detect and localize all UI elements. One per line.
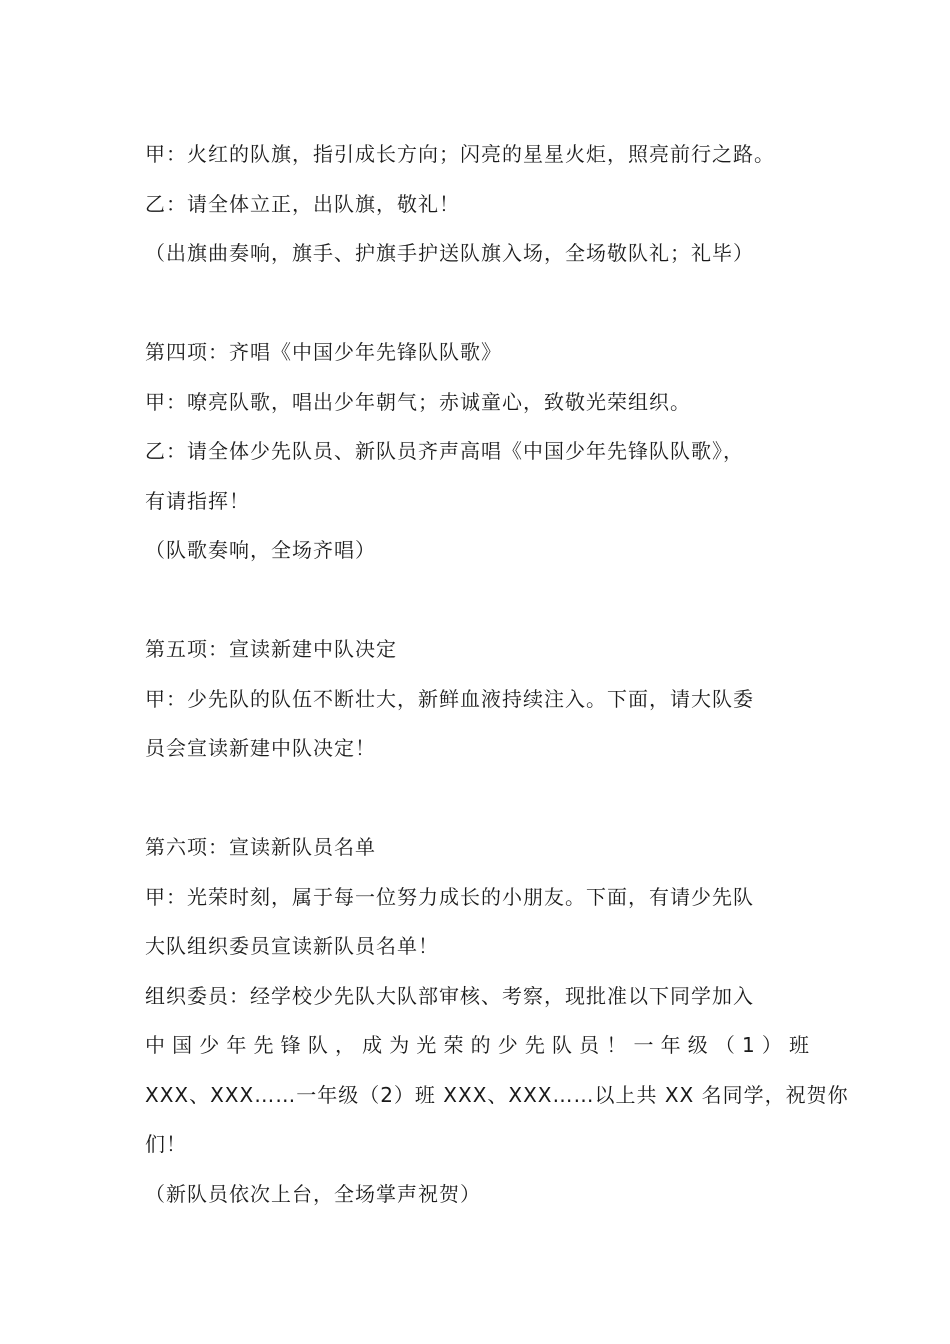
text-line: 乙：请全体少先队员、新队员齐声高唱《中国少年先锋队队歌》， [145, 439, 744, 463]
stage-direction: （新队员依次上台，全场掌声祝贺） [145, 1181, 481, 1206]
text-line: XXX、XXX……一年级（2）班 XXX、XXX……以上共 XX 名同学，祝贺你 [145, 1082, 849, 1107]
blank-line [145, 576, 810, 626]
stage-direction: （出旗曲奏响，旗手、护旗手护送队旗入场，全场敬队礼；礼毕） [145, 241, 754, 265]
text-line: 们！ [145, 1132, 187, 1156]
text-line: 甲：少先队的队伍不断壮大，新鲜血液持续注入。下面，请大队委 [145, 686, 754, 711]
blank-line [145, 774, 810, 824]
text-line: 甲：火红的队旗，指引成长方向；闪亮的星星火炬，照亮前行之路。 [145, 142, 775, 166]
text-line: 员会宣读新建中队决定！ [145, 736, 376, 760]
blank-line [145, 279, 810, 329]
section-heading: 第四项：齐唱《中国少年先锋队队歌》 [145, 340, 502, 364]
text-line: 乙：请全体立正，出队旗，敬礼！ [145, 191, 460, 216]
text-line: 中国少年先锋队，成为光荣的少先队员！一年级（1）班 [145, 1033, 810, 1057]
section-heading: 第五项：宣读新建中队决定 [145, 637, 397, 661]
text-line: 甲：嘹亮队歌，唱出少年朝气；赤诚童心，致敬光荣组织。 [145, 389, 691, 414]
text-line: 组织委员：经学校少先队大队部审核、考察，现批准以下同学加入 [145, 983, 754, 1008]
text-line: 甲：光荣时刻，属于每一位努力成长的小朋友。下面，有请少先队 [145, 884, 754, 909]
section-heading: 第六项：宣读新队员名单 [145, 835, 376, 859]
text-line: 有请指挥！ [145, 488, 250, 513]
stage-direction: （队歌奏响，全场齐唱） [145, 538, 376, 562]
text-line: 大队组织委员宣读新队员名单！ [145, 934, 439, 958]
document-page [145, 130, 849, 1219]
